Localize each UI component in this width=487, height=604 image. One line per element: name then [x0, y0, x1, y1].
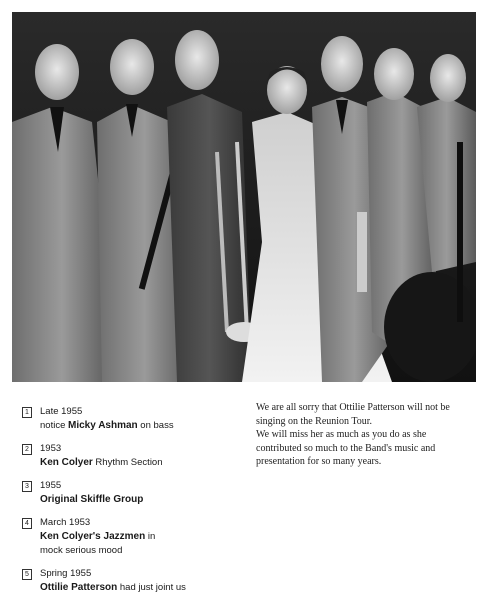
note-paragraph-2: We will miss her as much as you do as she contributed so much to the Band's music and presentation for so many years. [256, 429, 436, 467]
note-paragraph-1: We are all sorry that Ottilie Patterson will not be singing on the Reunion Tour. [256, 402, 450, 427]
caption-date: Late 1955 [40, 406, 83, 417]
caption-text: in [145, 531, 156, 542]
caption-date: March 1953 [40, 517, 91, 528]
caption-name: Ken Colyer [40, 457, 93, 468]
caption-name: Ken Colyer's Jazzmen [40, 531, 146, 542]
caption-number: 4 [22, 518, 32, 529]
caption-name: Micky Ashman [68, 420, 138, 431]
caption-5 [22, 567, 232, 595]
caption-number: 5 [22, 569, 32, 580]
caption-1 [22, 405, 232, 433]
caption-text: mock serious mood [40, 545, 123, 556]
caption-date: 1955 [40, 480, 62, 491]
band-photo-illustration [12, 12, 476, 382]
ottilie-note [256, 401, 466, 469]
caption-name: Original Skiffle Group [40, 494, 144, 505]
caption-4 [22, 516, 232, 558]
caption-number: 3 [22, 481, 32, 492]
caption-number: 2 [22, 444, 32, 455]
caption-2 [22, 442, 232, 470]
photo-captions [22, 405, 232, 604]
caption-name: Ottilie Patterson [40, 582, 118, 593]
caption-date: Spring 1955 [40, 568, 92, 579]
caption-text: on bass [137, 420, 174, 431]
band-photo [12, 12, 476, 382]
caption-text: Rhythm Section [92, 457, 163, 468]
caption-3 [22, 479, 232, 507]
caption-text: notice [40, 420, 68, 431]
caption-date: 1953 [40, 443, 62, 454]
caption-text: had just joint us [117, 582, 186, 593]
caption-number: 1 [22, 407, 32, 418]
